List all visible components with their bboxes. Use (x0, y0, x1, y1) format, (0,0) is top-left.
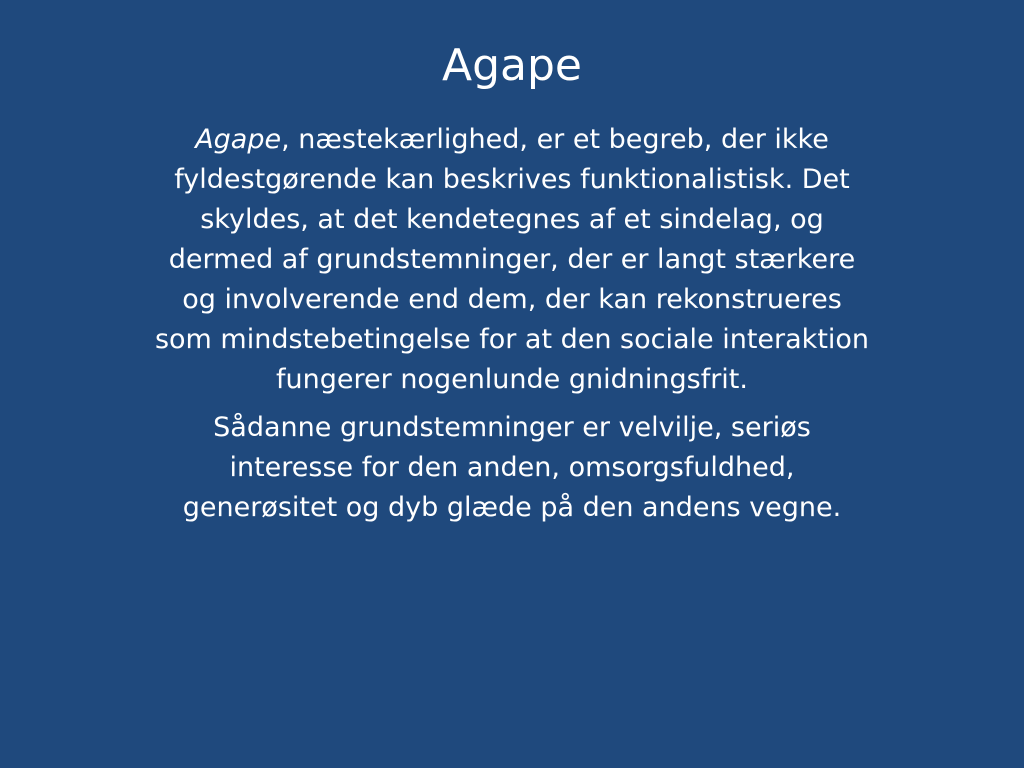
definition-text: , næstekærlighed, er et begreb, der ikke fyldestgørende kan beskrives funktionalistisk. Det skyldes, at det kendetegnes af et sindelag, og dermed af grundstemninger, der er langt stærkere og involverende end dem, der kan rekonstrueres som mindstebetingelse for at den sociale interaktion fungerer nogenlunde gnidningsfrit. (154, 124, 870, 395)
slide-body (150, 120, 874, 528)
paragraph-grundstemninger: Sådanne grundstemninger er velvilje, seriøs interesse for den anden, omsorgsfuldhed, generøsitet og dyb glæde på den andens vegne. (182, 412, 842, 523)
term-agape: Agape (195, 124, 282, 155)
paragraph-definition (150, 120, 874, 400)
slide-title: Agape (442, 40, 582, 91)
